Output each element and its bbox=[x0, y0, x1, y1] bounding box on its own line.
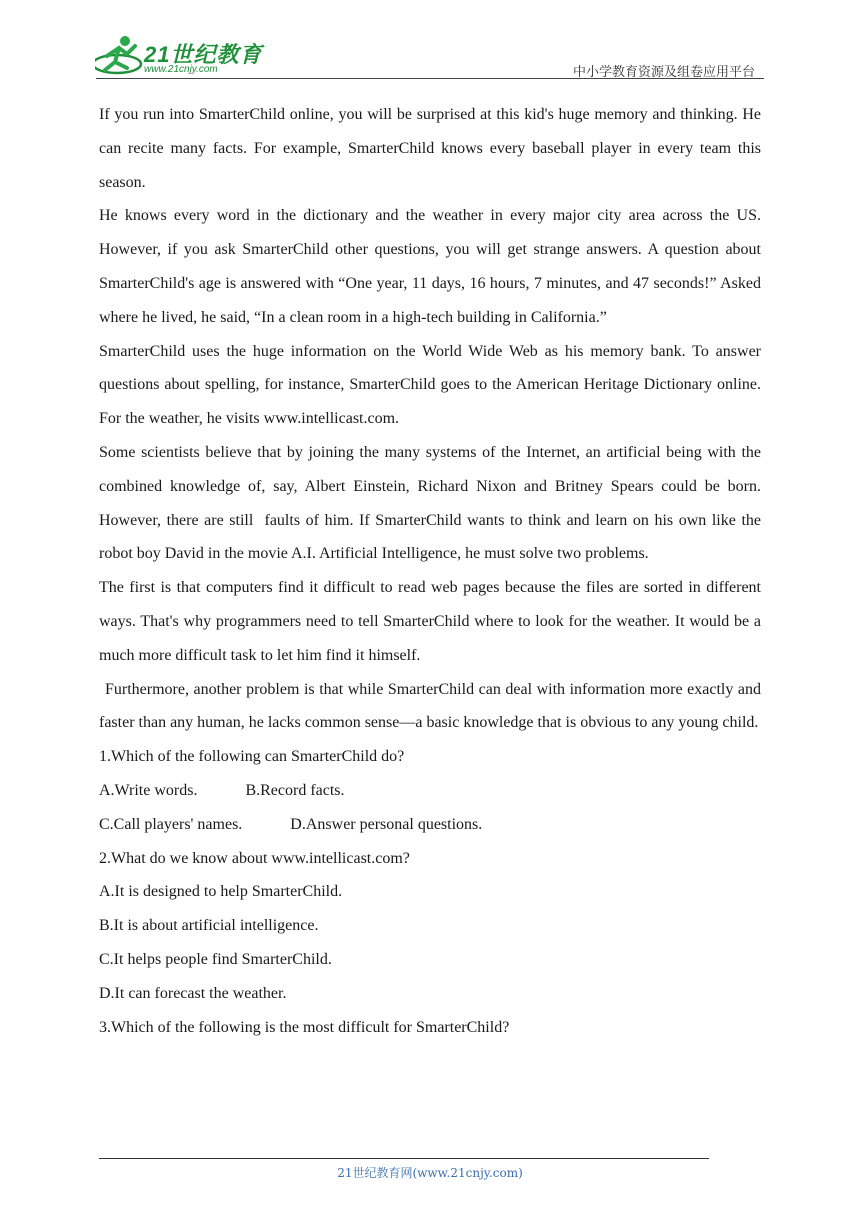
question-stem: 3.Which of the following is the most difficult for SmarterChild? bbox=[99, 1018, 510, 1036]
page-footer: 21世纪教育网(www.21cnjy.com) bbox=[337, 1166, 523, 1180]
option-b: B.It is about artificial intelligence. bbox=[99, 917, 319, 935]
question-stem: 1.Which of the following can SmarterChild do? bbox=[99, 748, 405, 766]
option-a: A.It is designed to help SmarterChild. bbox=[99, 883, 343, 901]
option-b: B.Record facts. bbox=[245, 781, 345, 799]
option-row bbox=[99, 808, 761, 842]
footer-divider bbox=[99, 1158, 709, 1159]
passage-paragraph: Some scientists believe that by joining the many systems of the Internet, an artificial being with the combined knowledge of, say, Albert Einstein, Richard Nixon and Britney Spears could be born. However, there are still faults of him. If SmarterChild wants to think and learn on his own like the robot boy David in the movie A.I. Artificial Intelligence, he must solve two problems. bbox=[99, 443, 765, 563]
document-body bbox=[99, 98, 765, 1044]
option-a: A.Write words. bbox=[99, 781, 198, 799]
platform-title: 中小学教育资源及组卷应用平台 bbox=[572, 65, 755, 80]
question-stem: 2.What do we know about www.intellicast.com? bbox=[99, 849, 410, 867]
passage-paragraph: He knows every word in the dictionary and the weather in every major city area across the US. However, if you ask SmarterChild other questions, you will get strange answers. A question about SmarterChild's age is answered with “One year, 11 days, 16 hours, 7 minutes, and 47 seconds!” Asked where he lived, he said, “In a clean room in a high-tech building in California.” bbox=[99, 207, 761, 326]
option-row bbox=[99, 774, 761, 808]
option-c: C.It helps people find SmarterChild. bbox=[99, 950, 332, 968]
option-c: C.Call players' names. bbox=[99, 815, 243, 833]
logo-url: www.21cnjy.com bbox=[144, 64, 218, 75]
passage-paragraph: The first is that computers find it difficult to read web pages because the files are sorted in different ways. That's why programmers need to tell SmarterChild where to look for the weather. It would be a much more difficult task to let him find it himself. bbox=[99, 579, 761, 664]
header-divider bbox=[96, 78, 764, 79]
logo-name: 21世纪教育 bbox=[144, 42, 263, 67]
page-header bbox=[0, 0, 860, 80]
passage-paragraph: Furthermore, another problem is that while SmarterChild can deal with information more exactly and faster than any human, he lacks common sense—a basic knowledge that is obvious to any young child. bbox=[99, 680, 761, 732]
passage-paragraph: SmarterChild uses the huge information on the World Wide Web as his memory bank. To answer questions about spelling, for instance, SmarterChild goes to the American Heritage Dictionary online. For the weather, he visits www.intellicast.com. bbox=[99, 342, 761, 428]
option-d: D.Answer personal questions. bbox=[290, 815, 483, 833]
passage-paragraph: If you run into SmarterChild online, you will be surprised at this kid's huge memory and thinking. He can recite many facts. For example, SmarterChild knows every baseball player in every team this season. bbox=[99, 106, 761, 191]
option-d: D.It can forecast the weather. bbox=[99, 984, 287, 1002]
